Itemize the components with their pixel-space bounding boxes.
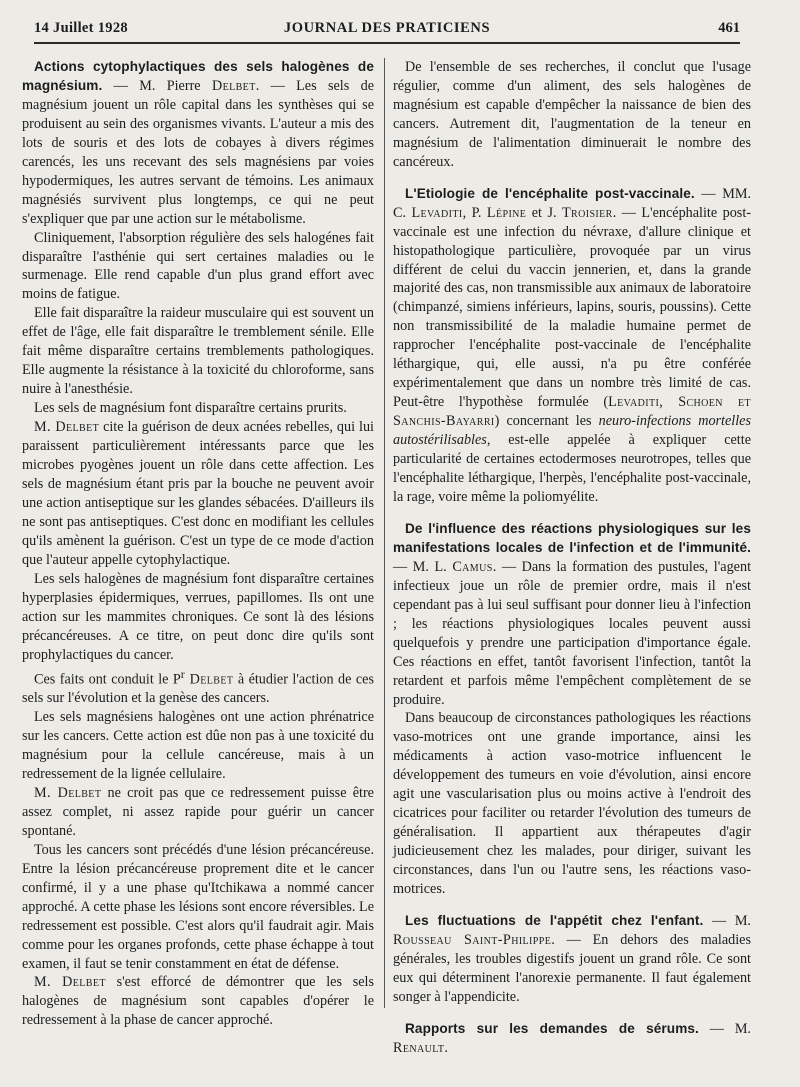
paragraph: Dans beaucoup de circonstances pathologiques les réactions vaso-motrices ont une grande importance, ainsi les médicaments à action vaso-motrice influencent le développement des tumeurs en voie d'évolution, ainsi encore agit une vascularisation plus ou moins active à l'endroit des cicatrices pour faciliter ou retarder l'évolution des tumeurs de généralisation. Il appartient aux thérapeutes d'agir judicieusement chez les malades, pour diriger, suivant les circonstances, dans l'un ou l'autre sens, les réactions vaso-motrices. [393,710,751,898]
article-magnesium-intro: Actions cytophylactiques des sels halogènes de magnésium. — M. Pierre Delbet. — Les sels de magnésium jouent un rôle capital dans les synthèses qui se produisent au sein des organismes vivants. L'auteur a mis des lots de souris et des lots de cobayes à divers régimes carencés, les uns recevant des sels magnésiens par voies hypodermiques, les autres servant de témoins. Les animaux magnésiés survivent plus longtemps, ce qui ne peut s'expliquer que par une action sur le métabolisme. [22,59,374,227]
column-divider [384,58,385,1008]
article-encephalite: L'Etiologie de l'encéphalite post-vaccinale. — MM. C. Levaditi, P. Lépine et J. Troisier. — L'encéphalite post-vaccinale est une infection du névraxe, d'allure clinique et histopathologique particulière, provoquée par un virus différent de celui du vaccin jennerien, et, dans la grande majorité des cas, non transmissible aux animaux de laboratoire (chimpanzé, simiens inférieurs, lapins, souris, poussins). Cette non transmissibilité de la maladie humaine permet de rapprocher l'encéphalite post-vaccinale de l'encéphalite léthargique, qui, elle aussi, n'a pu être conférée expérimentalement que dans un nombre très limité de cas. Peut-être l'hypothèse formulée (Levaditi, Schoen et Sanchis-Bayarri) concernant les neuro-infections mortelles autostérilisables, est-elle appelée à expliquer cette particularité de certaines ectodermoses neurotropes, telles que l'encéphalite léthargique, l'herpès, l'encéphalite post-vaccinale, la rage, voire même la poliomyélite. [393,185,752,505]
right-column [393,58,751,1058]
paragraph: M. Delbet s'est efforcé de démontrer que les sels halogènes de magnésium sont capables d'opérer le redressement à la phase de cancer approché. [22,974,374,1029]
author-name: Delbet [184,671,234,688]
author-name: M. Delbet [34,974,106,991]
author-name: M. Delbet [34,784,102,801]
page-header [34,18,740,42]
author-name: Lépine [486,204,527,221]
italic-term: neuro-infections mortelles autostérilisables [393,413,752,449]
paragraph: Elle fait disparaître la raideur musculaire qui est souvent un effet de l'âge, elle fait disparaître le tremblement sénile. Elle fait même disparaître certains tremblements pathologiques. Elle augmente la résistance à la toxicité du chloroforme, sans nuire à l'anesthésie. [22,305,374,398]
journal-title: JOURNAL DES PRATICIENS [283,20,491,36]
page-number: 461 [718,20,740,36]
article-title-serums: Rapports sur les demandes de sérums. [405,1020,699,1036]
author-name: M. Delbet [34,419,100,436]
paragraph: De l'ensemble de ses recherches, il conclut que l'usage régulier, comme d'un aliment, des sels halogènes de magnésium est capable d'empêcher la naissance de bien des cancers. Autrement dit, l'augmentation de la teneur en magnésium de l'alimentation diminuerait le nombre des cancéreux. [393,59,751,170]
paragraph: M. Delbet cite la guérison de deux acnées rebelles, qui lui paraissent particulièrement intéressants parce que les microbes pyogènes jouent un rôle dans cette affection. Les sels de magnésium étant pris par la bouche ne peuvent avoir une action antiseptique sur les glandes sébacées. D'ailleurs ils ne sont pas antiseptiques. C'est donc en modifiant les cellules qu'ils amènent la guérison. C'est un type de ce mode d'action que l'auteur appelle cytophylactique. [22,419,374,568]
author-name: Camus [452,558,493,575]
header-date: 14 Juillet 1928 [34,20,128,36]
left-column [22,58,374,1030]
author-name: Renault [393,1039,445,1056]
author-name: Levaditi [411,204,463,221]
article-reactions: De l'influence des réactions physiologiques sur les manifestations locales de l'infection et de l'immunité. — M. L. Camus. — Dans la formation des pustules, l'agent infectieux joue un rôle de premier ordre, mais il n'est cependant pas à lui seul suffisant pour donner lieu à l'infection ; les réactions physiologiques locales peuvent aussi quelquefois y prendre une participation d'importance égale. Ces réactions en effet, tantôt favorisent l'infection, tantôt la retardent et parfois même l'empêchent complètement de se produire. [393,520,752,708]
paragraph: Cliniquement, l'absorption régulière des sels halogénes fait disparaître l'asthénie qui sert certaines maladies ou le surmenage. Elle rend capable d'un plus grand effort avec moins de fatigue. [22,229,374,303]
paragraph: Les sels halogènes de magnésium font disparaître certaines hyperplasies épidermiques, verrues, papillomes. Ils ont une action sur les mammites chroniques. Ce sont là des lésions précancéreuses. A ce titre, on peut donc dire qu'ils sont prophylactiques du cancer. [22,570,374,663]
article-serums: Rapports sur les demandes de sérums. — M. Renault. [393,1020,751,1056]
paragraph: Les sels magnésiens halogènes ont une action phrénatrice sur les cancers. Cette action est dûe non pas à une toxicité du magnésium pour la cellule cancéreuse, mais à un redressement de la lignée cellulaire. [22,709,374,782]
article-appetit: Les fluctuations de l'appétit chez l'enfant. — M. Rousseau Saint-Philippe. — En dehors des maladies générales, les troubles digestifs jouent un grand rôle. Ce sont eux qui déterminent l'anorexie permanente. Il faut également songer à l'appendicite. [393,912,752,1005]
article-title-appetit: Les fluctuations de l'appétit chez l'enfant. [405,912,704,928]
citation-authors: Levaditi, Schoen et Sanchis-Bayarri [393,394,751,430]
paragraph: Les sels de magnésium font disparaître certains prurits. [34,400,347,417]
article-title-encephalite: L'Etiologie de l'encéphalite post-vaccinale. [405,185,695,201]
header-rule [34,42,740,44]
paragraph: M. Delbet ne croit pas que ce redressement puisse être assez complet, ni assez rapide pour guérir un cancer spontané. [22,784,374,839]
paragraph: Ces faits ont conduit le $P^r$ Delbet à étudier l'action de ces sels sur l'évolution et la genèse des cancers. [22,666,374,707]
paragraph: Tous les cancers sont précédés d'une lésion précancéreuse. Entre la lésion précancéreuse proprement dite et le cancer confirmé, il y a une phase qu'Itchikawa a nommé cancer approché. A cette phase les lésions sont encore réversibles. Le redressement est possible. C'est alors qu'il faudrait agir. Mais comme pour les organes profonds, cette phase échappe à tout examen, il faut se tenir constamment en état de défense. [22,841,374,972]
author-name: Rousseau Saint-Philippe [393,931,552,948]
author-name: Delbet [211,77,256,94]
article-title-reactions: De l'influence des réactions physiologiques sur les manifestations locales de l'infection et de l'immunité. [393,520,751,555]
article-title-magnesium: Actions cytophylactiques des sels halogènes de magnésium. [22,59,374,93]
author-name: Troisier [561,204,613,221]
